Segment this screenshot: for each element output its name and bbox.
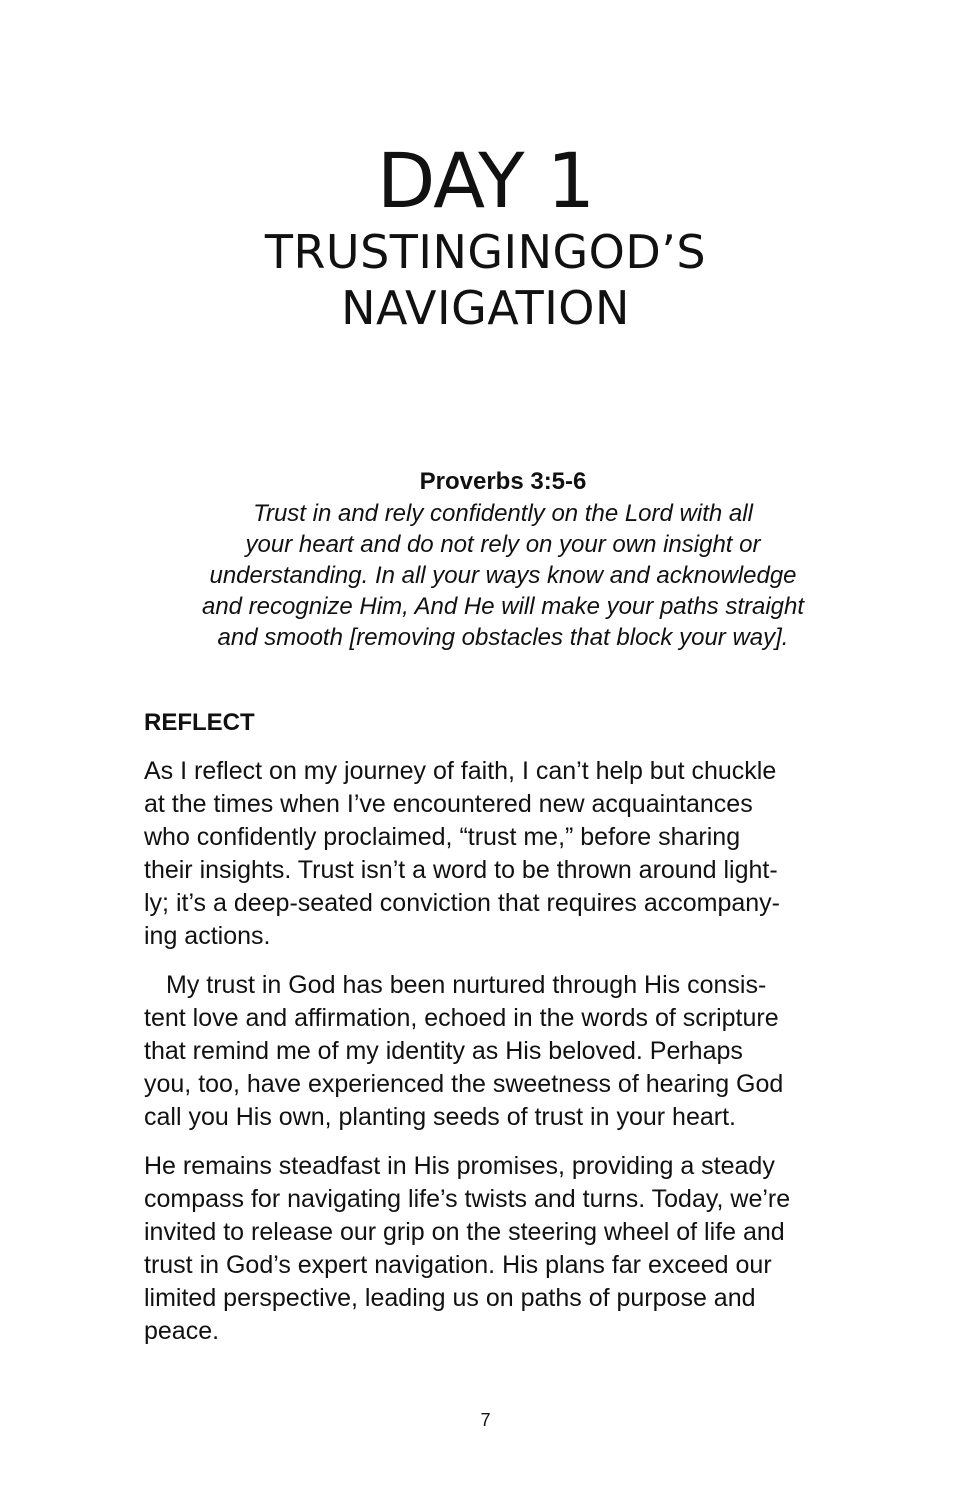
page-number: 7	[480, 1410, 491, 1430]
chapter-subtitle-line-1: TRUSTINGINGOD’S	[264, 225, 707, 279]
verse-line: Trust in and rely confidently on the Lord with all	[253, 500, 753, 527]
verse-line: your heart and do not rely on your own insight or	[245, 531, 761, 558]
body-paragraph-1	[144, 755, 874, 953]
paragraph-line: invited to release our grip on the steering wheel of life and	[144, 1218, 785, 1246]
paragraph-line: their insights. Trust isn’t a word to be thrown around light-	[144, 856, 778, 884]
chapter-title-block	[0, 138, 971, 336]
day-title: DAY 1	[376, 136, 595, 225]
chapter-subtitle-line-2: NAVIGATION	[341, 281, 630, 335]
verse-line: and smooth [removing obstacles that block your way].	[217, 624, 789, 651]
paragraph-line: who confidently proclaimed, “trust me,” before sharing	[144, 823, 741, 851]
paragraph-line: He remains steadfast in His promises, providing a steady	[144, 1152, 775, 1180]
section-heading: REFLECT	[144, 709, 255, 736]
paragraph-line: call you His own, planting seeds of trust in your heart.	[144, 1103, 736, 1131]
paragraph-line: you, too, have experienced the sweetness of hearing God	[144, 1070, 784, 1098]
paragraph-line: ly; it’s a deep-seated conviction that requires accompany-	[144, 889, 780, 917]
body-paragraph-3	[144, 1150, 874, 1348]
paragraph-line: ing actions.	[144, 922, 271, 950]
paragraph-line: that remind me of my identity as His beloved. Perhaps	[144, 1037, 743, 1065]
paragraph-line: at the times when I’ve encountered new acquaintances	[144, 790, 753, 818]
paragraph-line: compass for navigating life’s twists and turns. Today, we’re	[144, 1185, 791, 1213]
paragraph-line: peace.	[144, 1317, 220, 1345]
body-paragraph-2	[144, 969, 874, 1134]
verse-reference: Proverbs 3:5-6	[419, 468, 587, 495]
verse-line: and recognize Him, And He will make your paths straight	[201, 593, 805, 620]
paragraph-line: trust in God’s expert navigation. His plans far exceed our	[144, 1251, 772, 1279]
paragraph-line: As I reflect on my journey of faith, I can’t help but chuckle	[144, 757, 777, 785]
paragraph-line: limited perspective, leading us on paths of purpose and	[144, 1284, 756, 1312]
verse-line: understanding. In all your ways know and acknowledge	[209, 562, 797, 589]
reflect-section	[144, 706, 874, 1364]
paragraph-line: My trust in God has been nurtured through His consis-	[166, 971, 767, 999]
scripture-verse-block	[150, 466, 856, 653]
paragraph-line: tent love and affirmation, echoed in the words of scripture	[144, 1004, 779, 1032]
